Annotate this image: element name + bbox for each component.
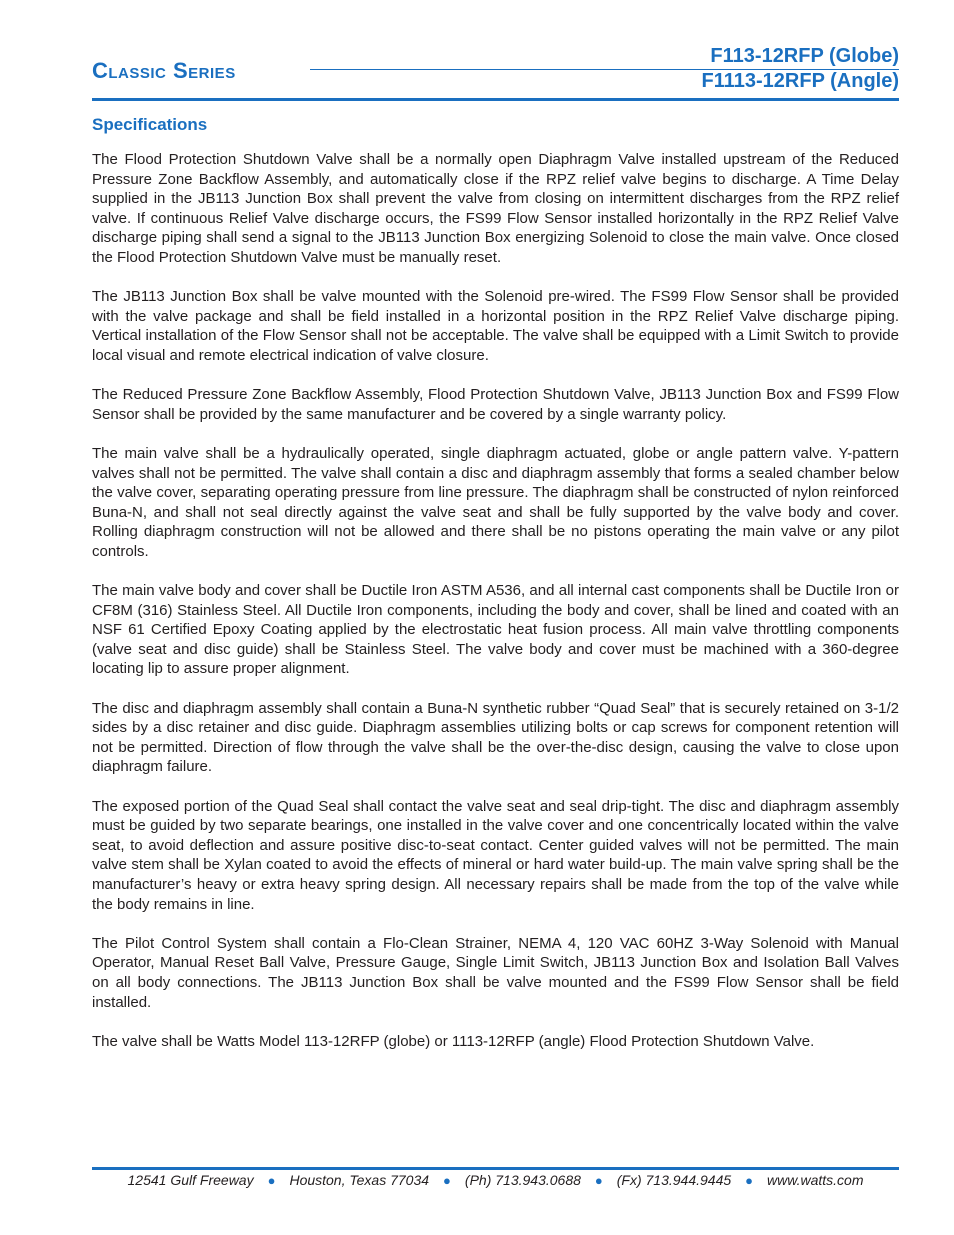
series-title: Classic Series <box>92 58 236 83</box>
paragraph: The Reduced Pressure Zone Backflow Assembly, Flood Protection Shutdown Valve, JB113 Junction Box and FS99 Flow Sensor shall be provided by the same manufacturer and be covered by a single warranty policy. <box>92 386 899 423</box>
paragraph: The exposed portion of the Quad Seal shall contact the valve seat and seal drip-tight. The disc and diaphragm assembly must be guided by two separate bearings, one installed in the valve cover and one concentrically located within the valve seat, to avoid deflection and assure positive disc-to-seat contact. Center guided valves will not be permitted. The main valve stem shall be Xylan coated to avoid the effects of mineral or hard water build-up. The main valve spring shall be the manufacturer’s heavy or extra heavy spring design. All necessary repairs shall be made from the top of the valve while the body remains in line. <box>92 797 899 913</box>
model-block <box>702 44 899 94</box>
paragraph: The main valve shall be a hydraulically operated, single diaphragm actuated, globe or angle pattern valve. Y-pattern valves shall not be permitted. The valve shall contain a disc and diaphragm assembly that forms a sealed chamber below the valve cover, separating operating pressure from line pressure. The diaphragm shall be constructed of nylon reinforced Buna-N, and shall not seal directly against the valve seat and shall be fully supported by the valve body and cover. Rolling diaphragm construction will not be allowed and there shall be no pistons operating the main valve or any pilot controls. <box>92 444 899 560</box>
bullet-icon: ● <box>267 1173 276 1188</box>
bullet-icon: ● <box>443 1173 451 1188</box>
footer-rule <box>92 1167 899 1170</box>
section-heading: Specifications <box>92 115 208 134</box>
footer-city: Houston, Texas 77034 <box>289 1172 430 1188</box>
footer-fax: (Fx) 713.944.9445 <box>616 1172 732 1188</box>
paragraph: The disc and diaphragm assembly shall contain a Buna-N synthetic rubber “Quad Seal” that is securely retained on 3-1/2 sides by a disc retainer and disc guide. Diaphragm assemblies utilizing bolts or cap screws for component retention will not be permitted. Direction of flow through the valve shall be the over-the-disc design, causing the valve to close upon diaphragm failure. <box>92 699 899 776</box>
bullet-icon: ● <box>594 1173 603 1188</box>
body-text <box>92 150 899 1071</box>
footer <box>92 1172 899 1188</box>
bullet-icon: ● <box>745 1173 754 1188</box>
paragraph: The Pilot Control System shall contain a Flo-Clean Strainer, NEMA 4, 120 VAC 60HZ 3-Way Solenoid with Manual Operator, Manual Reset Ball Valve, Pressure Gauge, Single Limit Switch, JB113 Junction Box and Isolation Ball Valves on all body connections. The JB113 Junction Box shall be valve mounted and the FS99 Flow Sensor shall be field installed. <box>92 934 899 1011</box>
footer-address: 12541 Gulf Freeway <box>127 1172 254 1188</box>
paragraph: The Flood Protection Shutdown Valve shall be a normally open Diaphragm Valve installed upstream of the Reduced Pressure Zone Backflow Assembly, and automatically close if the RPZ relief valve begins to discharge. A Time Delay supplied in the JB113 Junction Box shall prevent the valve from closing on intermittent discharges from the RPZ relief valve. If continuous Relief Valve discharge occurs, the FS99 Flow Sensor installed horizontally in the RPZ Relief Valve discharge piping shall send a signal to the JB113 Junction Box energizing Solenoid to close the main valve. Once closed the Flood Protection Shutdown Valve must be manually reset. <box>92 151 899 266</box>
paragraph: The main valve body and cover shall be Ductile Iron ASTM A536, and all internal cast components shall be Ductile Iron or CF8M (316) Stainless Steel. All Ductile Iron components, including the body and cover, shall be lined and coated with an NSF 61 Certified Epoxy Coating applied by the electrostatic heat fusion process. All main valve throttling components (valve seat and disc guide) shall be Stainless Steel. The valve body and cover must be machined with a 360-degree locating lip to assure proper alignment. <box>92 582 899 678</box>
header-rule-thick <box>92 98 899 101</box>
paragraph: The valve shall be Watts Model 113-12RFP (globe) or 1113-12RFP (angle) Flood Protection Shutdown Valve. <box>92 1032 815 1050</box>
footer-website: www.watts.com <box>767 1172 864 1188</box>
model-angle: F1113-12RFP (Angle) <box>701 70 899 92</box>
model-globe: F113-12RFP (Globe) <box>710 45 899 67</box>
paragraph: The JB113 Junction Box shall be valve mounted with the Solenoid pre-wired. The FS99 Flow Sensor shall be provided with the valve package and shall be field installed in a horizontal position in the RPZ Relief Valve discharge piping. Vertical installation of the Flow Sensor shall not be acceptable. The valve shall be equipped with a Limit Switch to provide local visual and remote electrical indication of valve closure. <box>92 288 899 364</box>
footer-phone: (Ph) 713.943.0688 <box>464 1172 581 1188</box>
